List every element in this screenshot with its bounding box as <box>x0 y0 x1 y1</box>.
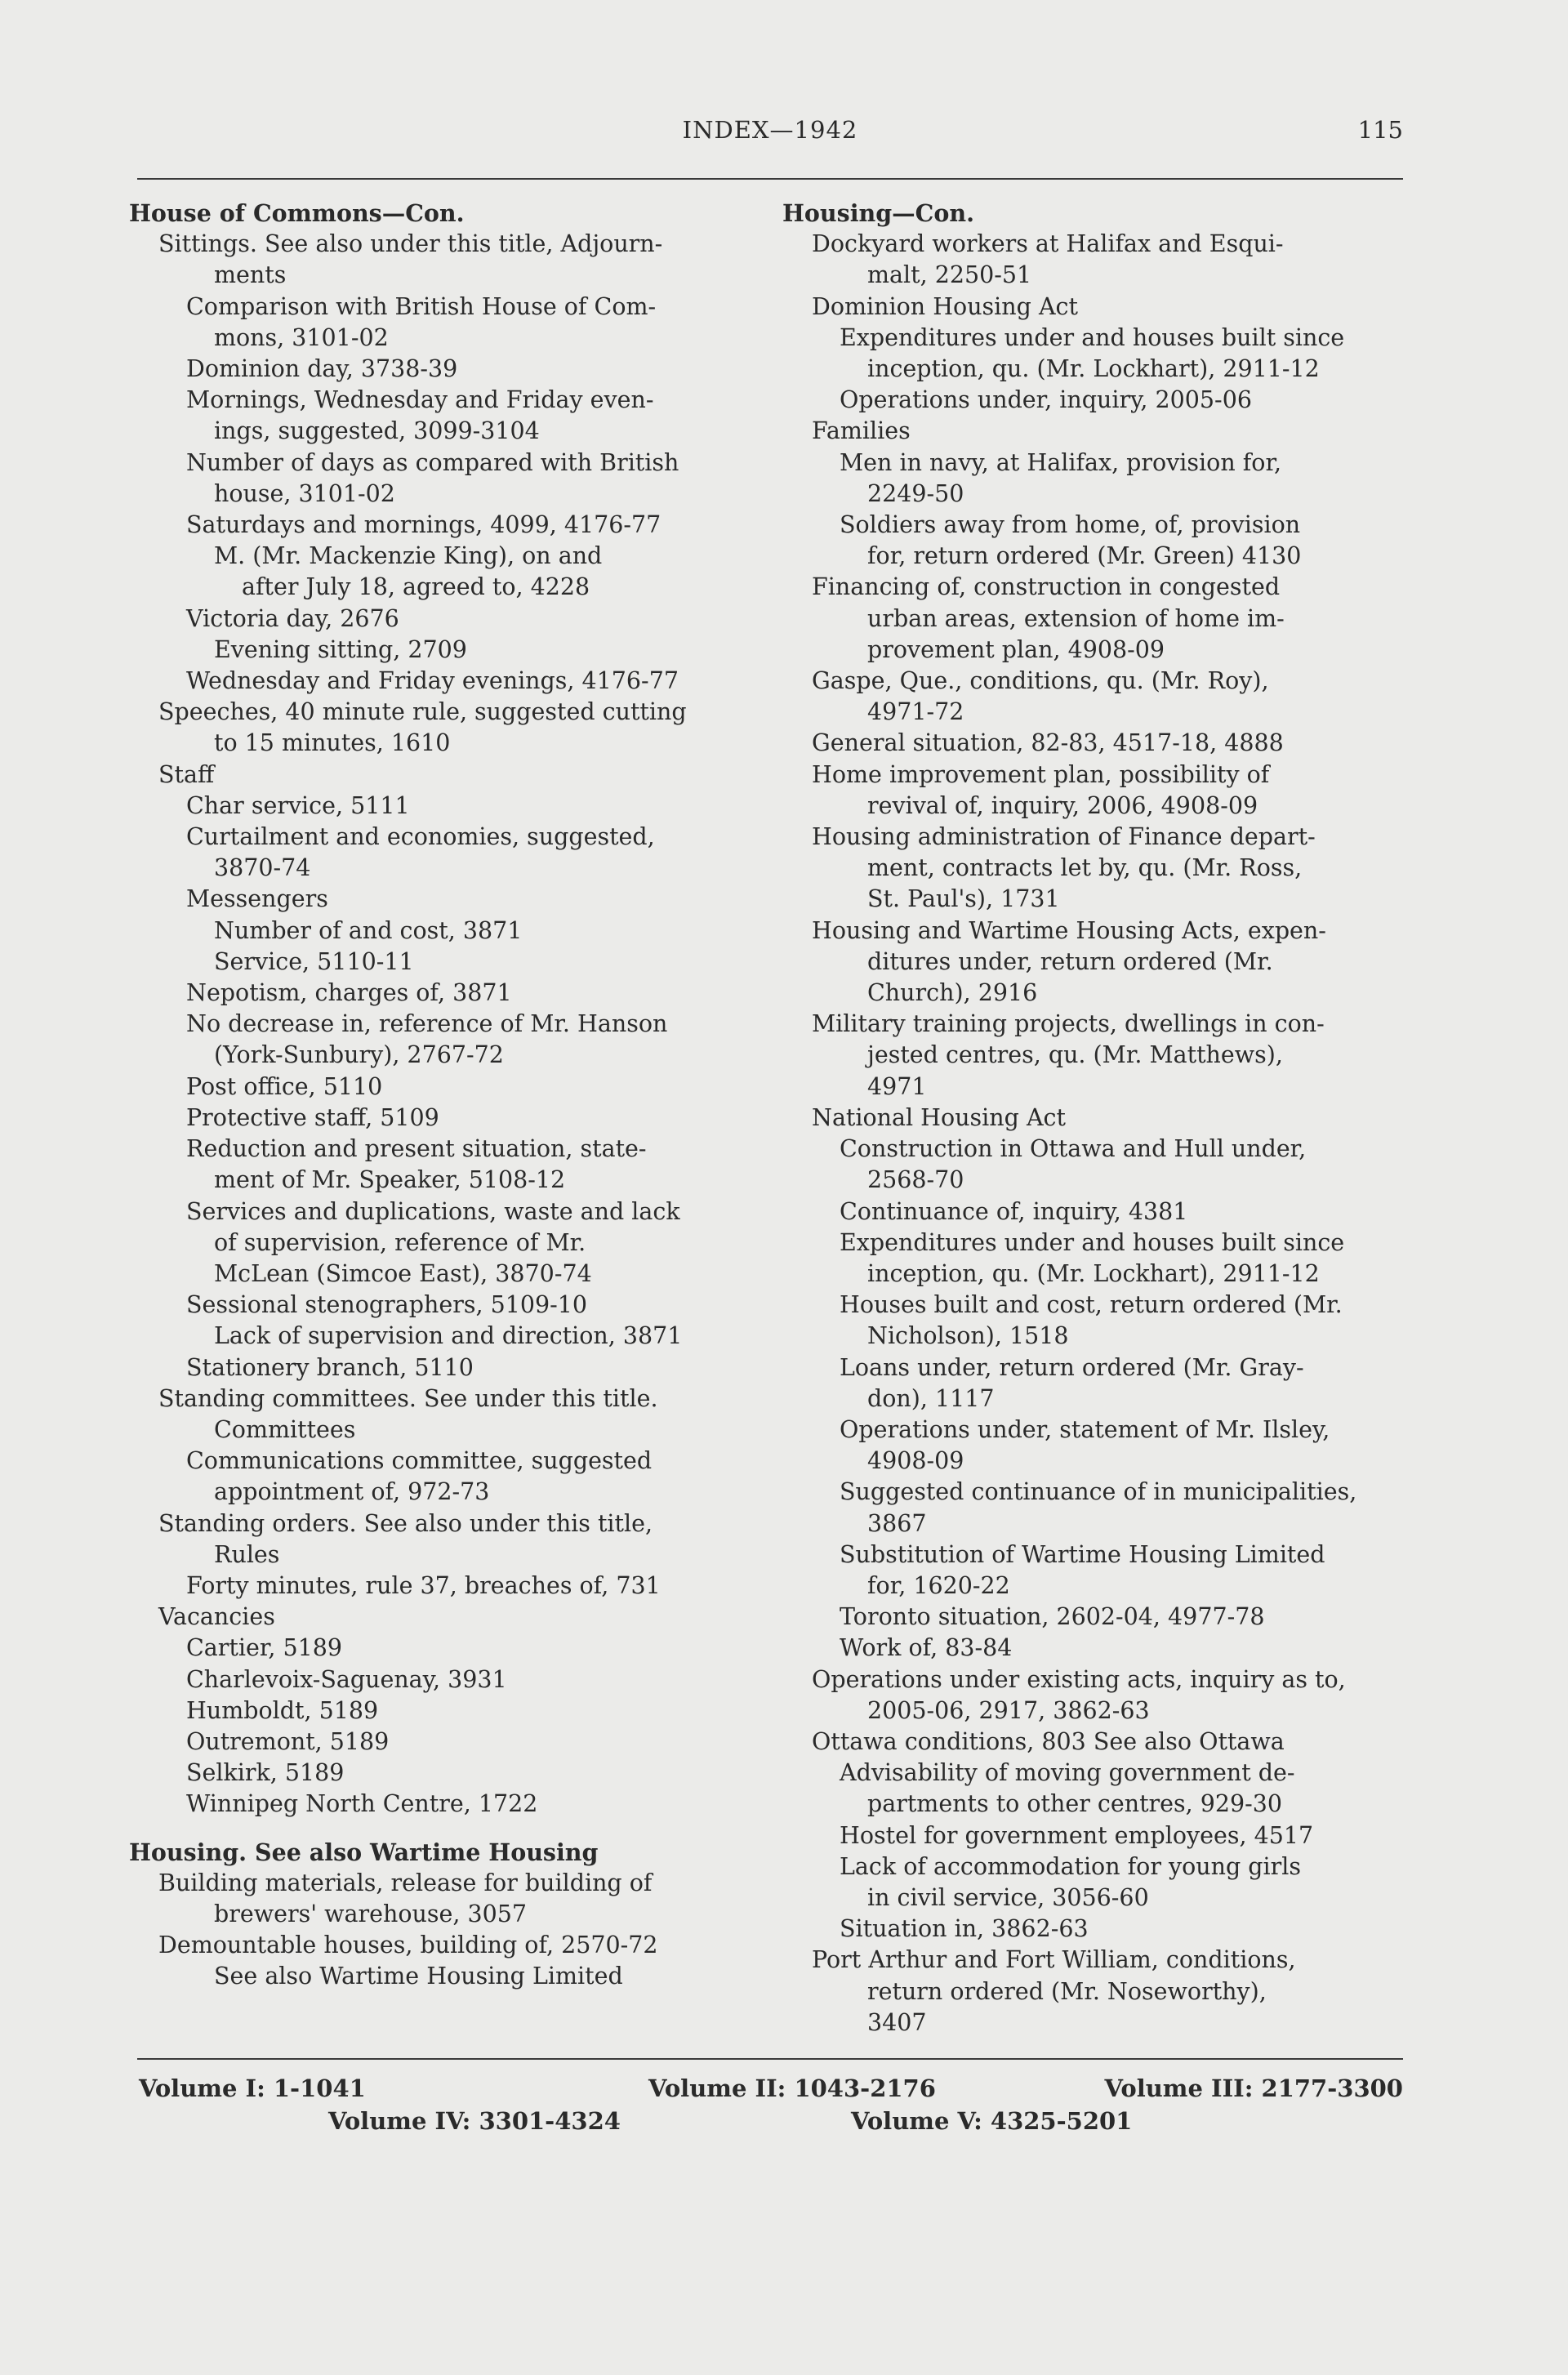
index-entry: Sittings. See also under this title, Adjourn- <box>158 230 663 258</box>
volume-3-range: Volume III: 2177-3300 <box>1104 2074 1403 2102</box>
index-entry: 3867 <box>867 1509 927 1537</box>
index-entry: Lack of supervision and direction, 3871 <box>214 1322 683 1350</box>
index-entry: Protective staff, 5109 <box>186 1103 439 1131</box>
index-entry: Services and duplications, waste and lack <box>186 1197 680 1225</box>
index-entry: 4908-09 <box>867 1447 964 1475</box>
index-entry: Reduction and present situation, state- <box>186 1135 647 1163</box>
index-entry: Committees <box>214 1415 356 1443</box>
index-heading: House of Commons—Con. <box>129 199 465 227</box>
footer-rule <box>137 2058 1403 2060</box>
index-entry: appointment of, 972-73 <box>214 1478 490 1506</box>
index-entry: Dockyard workers at Halifax and Esqui- <box>812 230 1284 258</box>
index-entry: St. Paul's), 1731 <box>867 885 1060 913</box>
index-entry: for, 1620-22 <box>867 1571 1010 1599</box>
index-entry: Financing of, construction in congested <box>812 573 1281 601</box>
volume-footer <box>137 2074 1403 2140</box>
index-entry: Standing committees. See under this title. <box>158 1384 658 1412</box>
index-entry: Speeches, 40 minute rule, suggested cutting <box>158 698 687 726</box>
index-entry: Hostel for government employees, 4517 <box>840 1821 1314 1849</box>
index-entry: Sessional stenographers, 5109-10 <box>186 1291 588 1319</box>
index-entry: Standing orders. See also under this title, <box>158 1509 653 1537</box>
index-entry: (York-Sunbury), 2767-72 <box>214 1041 504 1069</box>
index-entry: Evening sitting, 2709 <box>214 635 467 663</box>
index-entry: 3870-74 <box>214 854 311 882</box>
index-entry: Post office, 5110 <box>186 1072 383 1100</box>
index-entry: Home improvement plan, possibility of <box>812 760 1270 788</box>
footer-row-1 <box>137 2074 1403 2107</box>
index-entry: Ottawa conditions, 803 See also Ottawa <box>812 1727 1285 1755</box>
index-entry: Comparison with British House of Com- <box>186 292 657 320</box>
index-entry: Loans under, return ordered (Mr. Gray- <box>840 1353 1304 1381</box>
index-entry: Char service, 5111 <box>186 791 410 819</box>
index-entry: Charlevoix-Saguenay, 3931 <box>186 1665 507 1693</box>
index-entry: 4971-72 <box>867 698 964 726</box>
index-heading: Housing—Con. <box>782 199 975 227</box>
index-entry: Substitution of Wartime Housing Limited <box>840 1540 1325 1568</box>
index-entry: Demountable houses, building of, 2570-72 <box>158 1932 658 1959</box>
index-entry: Staff <box>158 760 215 788</box>
index-entry: Curtailment and economies, suggested, <box>186 823 655 851</box>
index-entry: Service, 5110-11 <box>214 947 414 975</box>
index-entry: Construction in Ottawa and Hull under, <box>840 1135 1307 1163</box>
index-entry: Houses built and cost, return ordered (Mr. <box>840 1291 1343 1319</box>
index-entry: Rules <box>214 1540 280 1568</box>
index-entry: Work of, 83-84 <box>840 1634 1013 1662</box>
volume-1-range: Volume I: 1-1041 <box>139 2074 366 2102</box>
index-entry: Suggested continuance of in municipalities, <box>840 1478 1357 1506</box>
index-entry: Expenditures under and houses built since <box>840 1228 1345 1256</box>
index-entry: Stationery branch, 5110 <box>186 1353 474 1381</box>
index-entry: Forty minutes, rule 37, breaches of, 731 <box>186 1571 661 1599</box>
index-entry: Building materials, release for building of <box>158 1869 653 1896</box>
index-entry: Humboldt, 5189 <box>186 1696 379 1724</box>
index-entry: Vacancies <box>158 1603 275 1631</box>
index-entry: Church), 2916 <box>867 979 1038 1007</box>
index-entry: Families <box>812 417 911 445</box>
index-entry: Operations under, statement of Mr. Ilsley, <box>840 1415 1330 1443</box>
index-entry: Operations under, inquiry, 2005-06 <box>840 386 1252 414</box>
index-entry: Wednesday and Friday evenings, 4176-77 <box>186 667 679 695</box>
index-entry: Situation in, 3862-63 <box>840 1915 1089 1943</box>
index-entry: Advisability of moving government de- <box>840 1759 1295 1787</box>
index-entry: revival of, inquiry, 2006, 4908-09 <box>867 791 1258 819</box>
index-entry: Number of days as compared with British <box>186 448 679 476</box>
index-entry: brewers' warehouse, 3057 <box>214 1900 528 1927</box>
index-entry: McLean (Simcoe East), 3870-74 <box>214 1259 592 1287</box>
index-entry: 2249-50 <box>867 479 964 507</box>
entry-gap <box>129 1820 750 1837</box>
volume-5-range: Volume V: 4325-5201 <box>851 2107 1133 2135</box>
right-column <box>782 198 1403 2039</box>
index-entry: ings, suggested, 3099-3104 <box>214 417 540 445</box>
index-entry: Military training projects, dwellings in con- <box>812 1010 1325 1038</box>
index-entry: don), 1117 <box>867 1384 995 1412</box>
index-entry: Port Arthur and Fort William, conditions, <box>812 1946 1296 1974</box>
index-entry: Toronto situation, 2602-04, 4977-78 <box>840 1603 1265 1631</box>
left-column <box>129 198 750 1993</box>
index-entry: Nicholson), 1518 <box>867 1322 1069 1350</box>
index-entry: to 15 minutes, 1610 <box>214 729 451 757</box>
footer-row-2 <box>137 2107 1403 2140</box>
index-entry: Dominion Housing Act <box>812 292 1078 320</box>
index-entry: Cartier, 5189 <box>186 1634 342 1662</box>
index-entry: ment of Mr. Speaker, 5108-12 <box>214 1166 566 1194</box>
index-entry: Mornings, Wednesday and Friday even- <box>186 386 654 414</box>
index-entry: Expenditures under and houses built since <box>840 323 1345 351</box>
index-entry: No decrease in, reference of Mr. Hanson <box>186 1010 668 1038</box>
index-entry: ments <box>214 261 287 289</box>
page-number: 115 <box>1357 116 1403 144</box>
index-entry: Saturdays and mornings, 4099, 4176-77 <box>186 511 662 539</box>
index-entry: Number of and cost, 3871 <box>214 916 523 944</box>
index-entry: ditures under, return ordered (Mr. <box>867 947 1273 975</box>
index-entry: Housing and Wartime Housing Acts, expen- <box>812 916 1326 944</box>
page-header <box>137 116 1403 157</box>
index-entry: General situation, 82-83, 4517-18, 4888 <box>812 729 1284 757</box>
index-entry: 3407 <box>867 2008 927 2036</box>
index-entry: of supervision, reference of Mr. <box>214 1228 586 1256</box>
running-title: INDEX—1942 <box>682 116 858 144</box>
index-entry: National Housing Act <box>812 1103 1066 1131</box>
index-entry: Winnipeg North Centre, 1722 <box>186 1790 538 1818</box>
index-entry: for, return ordered (Mr. Green) 4130 <box>867 542 1302 570</box>
index-entry: ment, contracts let by, qu. (Mr. Ross, <box>867 854 1303 882</box>
index-entry: Nepotism, charges of, 3871 <box>186 979 512 1007</box>
index-entry: provement plan, 4908-09 <box>867 635 1165 663</box>
index-entry: Dominion day, 3738-39 <box>186 355 458 383</box>
index-entry: malt, 2250-51 <box>867 261 1032 289</box>
index-entry: Outremont, 5189 <box>186 1727 390 1755</box>
index-entry: Selkirk, 5189 <box>186 1759 345 1787</box>
volume-4-range: Volume IV: 3301-4324 <box>328 2107 621 2135</box>
index-entry: in civil service, 3056-60 <box>867 1883 1149 1911</box>
index-entry: M. (Mr. Mackenzie King), on and <box>214 542 603 570</box>
index-entry: jested centres, qu. (Mr. Matthews), <box>867 1041 1283 1069</box>
index-entry: inception, qu. (Mr. Lockhart), 2911-12 <box>867 355 1320 383</box>
index-entry: Housing administration of Finance depart- <box>812 823 1316 851</box>
index-entry: urban areas, extension of home im- <box>867 604 1285 632</box>
index-entry: partments to other centres, 929-30 <box>867 1790 1283 1818</box>
index-entry: 2568-70 <box>867 1166 964 1194</box>
index-entry: Men in navy, at Halifax, provision for, <box>840 448 1281 476</box>
index-entry: Messengers <box>186 885 328 913</box>
volume-2-range: Volume II: 1043-2176 <box>648 2074 936 2102</box>
index-entry: 2005-06, 2917, 3862-63 <box>867 1696 1150 1724</box>
index-entry: mons, 3101-02 <box>214 323 389 351</box>
index-entry: 4971 <box>867 1072 927 1100</box>
index-entry: return ordered (Mr. Noseworthy), <box>867 1977 1267 2005</box>
index-entry: Operations under existing acts, inquiry as to, <box>812 1665 1346 1693</box>
index-entry: Gaspe, Que., conditions, qu. (Mr. Roy), <box>812 667 1269 695</box>
index-entry: See also Wartime Housing Limited <box>214 1963 623 1990</box>
index-entry: Lack of accommodation for young girls <box>840 1852 1302 1880</box>
index-heading: Housing. See also Wartime Housing <box>129 1838 599 1866</box>
index-entry: Victoria day, 2676 <box>186 604 399 632</box>
index-entry: Soldiers away from home, of, provision <box>840 511 1301 539</box>
index-entry: house, 3101-02 <box>214 479 395 507</box>
index-entry: after July 18, agreed to, 4228 <box>242 573 590 601</box>
index-entry: Communications committee, suggested <box>186 1447 653 1475</box>
index-entry: Continuance of, inquiry, 4381 <box>840 1197 1188 1225</box>
index-entry: inception, qu. (Mr. Lockhart), 2911-12 <box>867 1259 1320 1287</box>
header-rule <box>137 178 1403 180</box>
